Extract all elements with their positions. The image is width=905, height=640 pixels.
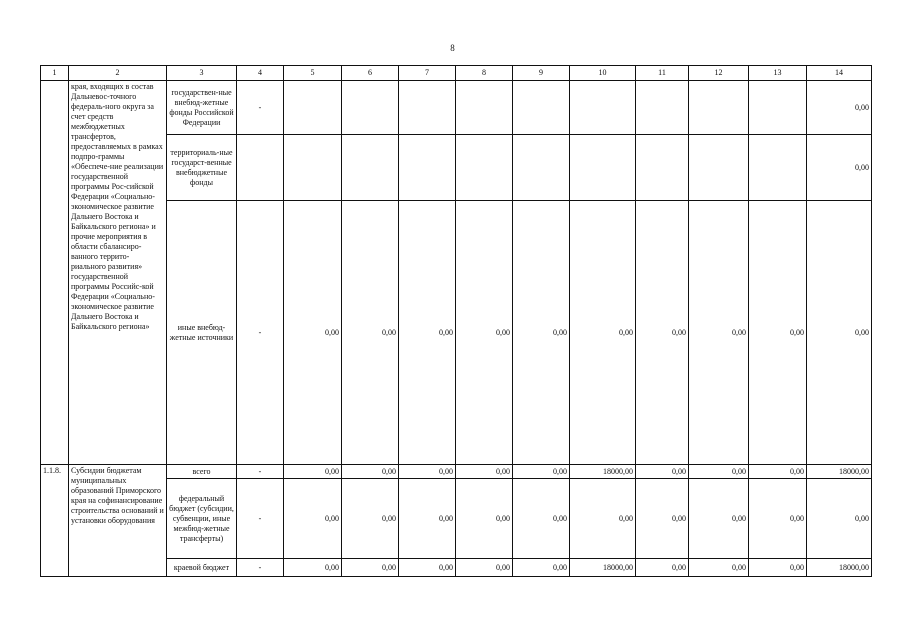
page-number: 8 [450,43,455,53]
header-cell: 11 [636,66,689,81]
value-cell [284,135,342,201]
funding-source-cell: государствен-ные внебюд-жетные фонды Российской Федерации [167,81,237,135]
value-cell: 0,00 [456,201,513,465]
value-cell [749,135,807,201]
value-cell: 18000,00 [570,559,636,577]
value-cell: 0,00 [456,479,513,559]
value-cell: 0,00 [284,465,342,479]
value-cell: 0,00 [284,479,342,559]
header-cell: 14 [807,66,872,81]
budget-table [40,65,872,577]
header-cell: 8 [456,66,513,81]
value-cell: 0,00 [570,201,636,465]
funding-source-cell: краевой бюджет [167,559,237,577]
value-cell: 0,00 [399,479,456,559]
header-cell: 4 [237,66,284,81]
value-cell: 0,00 [342,559,399,577]
value-cell: 0,00 [807,479,872,559]
value-cell: 0,00 [636,479,689,559]
header-row [41,66,872,81]
dash-cell: - [237,465,284,479]
item-name-cell: края, входящих в состав Дальневос-точного федераль-ного округа за счет средств межбюджетных трансфертов, предоставляемых в рамках подпро-граммы «Обеспече-ние реализации государственной программы Рос-сийской Федерации «Социально-экономическое развитие Дальнего Востока и Байкальского региона» и прочие мероприятия в области сбалансиро-ванного террито-риального развития» государственной программы Российс-кой Федерации «Социально-экономическое развитие Дальнего Востока и Байкальского региона» [69,81,167,465]
table-row [41,465,872,479]
value-cell: 18000,00 [570,465,636,479]
value-cell [456,81,513,135]
value-cell [513,81,570,135]
header-cell: 13 [749,66,807,81]
value-cell: 0,00 [284,201,342,465]
dash-cell: - [237,479,284,559]
value-cell [342,135,399,201]
header-cell: 12 [689,66,749,81]
value-cell [456,135,513,201]
dash-cell: - [237,201,284,465]
funding-source-cell: территориаль-ные государст-венные внебюджетные фонды [167,135,237,201]
value-cell [513,135,570,201]
value-cell [749,81,807,135]
item-number-cell [41,81,69,465]
value-cell: 0,00 [284,559,342,577]
value-cell: 0,00 [749,479,807,559]
value-cell: 0,00 [636,201,689,465]
value-cell: 0,00 [807,201,872,465]
value-cell: 0,00 [513,465,570,479]
value-cell: 0,00 [399,465,456,479]
value-cell: 0,00 [342,201,399,465]
value-cell: 0,00 [807,135,872,201]
value-cell: 18000,00 [807,465,872,479]
value-cell: 0,00 [513,559,570,577]
header-cell: 10 [570,66,636,81]
header-cell: 2 [69,66,167,81]
value-cell [636,135,689,201]
header-cell: 7 [399,66,456,81]
header-cell: 6 [342,66,399,81]
value-cell: 0,00 [749,465,807,479]
value-cell: 0,00 [689,559,749,577]
value-cell: 0,00 [636,465,689,479]
value-cell [342,81,399,135]
value-cell: 0,00 [342,465,399,479]
value-cell [399,81,456,135]
value-cell [570,135,636,201]
value-cell: 0,00 [399,201,456,465]
table-row [41,81,872,135]
value-cell [399,135,456,201]
value-cell: 0,00 [342,479,399,559]
value-cell: 0,00 [689,201,749,465]
value-cell: 0,00 [456,465,513,479]
value-cell [689,135,749,201]
value-cell [570,81,636,135]
value-cell: 18000,00 [807,559,872,577]
funding-source-cell: всего [167,465,237,479]
value-cell [284,81,342,135]
funding-source-cell: федеральный бюджет (субсидии, субвенции, иные межбюд-жетные трансферты) [167,479,237,559]
dash-cell: - [237,559,284,577]
header-cell: 3 [167,66,237,81]
value-cell [636,81,689,135]
value-cell: 0,00 [749,201,807,465]
value-cell: 0,00 [807,81,872,135]
value-cell: 0,00 [513,201,570,465]
value-cell [689,81,749,135]
header-cell: 5 [284,66,342,81]
value-cell: 0,00 [749,559,807,577]
dash-cell: - [237,81,284,135]
value-cell: 0,00 [689,465,749,479]
item-name-cell: Субсидии бюджетам муниципальных образований Приморского края на софинансирование строительства оснований и установки оборудования [69,465,167,577]
header-cell: 9 [513,66,570,81]
value-cell: 0,00 [636,559,689,577]
dash-cell [237,135,284,201]
value-cell: 0,00 [513,479,570,559]
value-cell: 0,00 [399,559,456,577]
value-cell: 0,00 [456,559,513,577]
funding-source-cell: иные внебюд-жетные источники [167,201,237,465]
item-number-cell: 1.1.8. [41,465,69,577]
value-cell: 0,00 [689,479,749,559]
value-cell: 0,00 [570,479,636,559]
header-cell: 1 [41,66,69,81]
